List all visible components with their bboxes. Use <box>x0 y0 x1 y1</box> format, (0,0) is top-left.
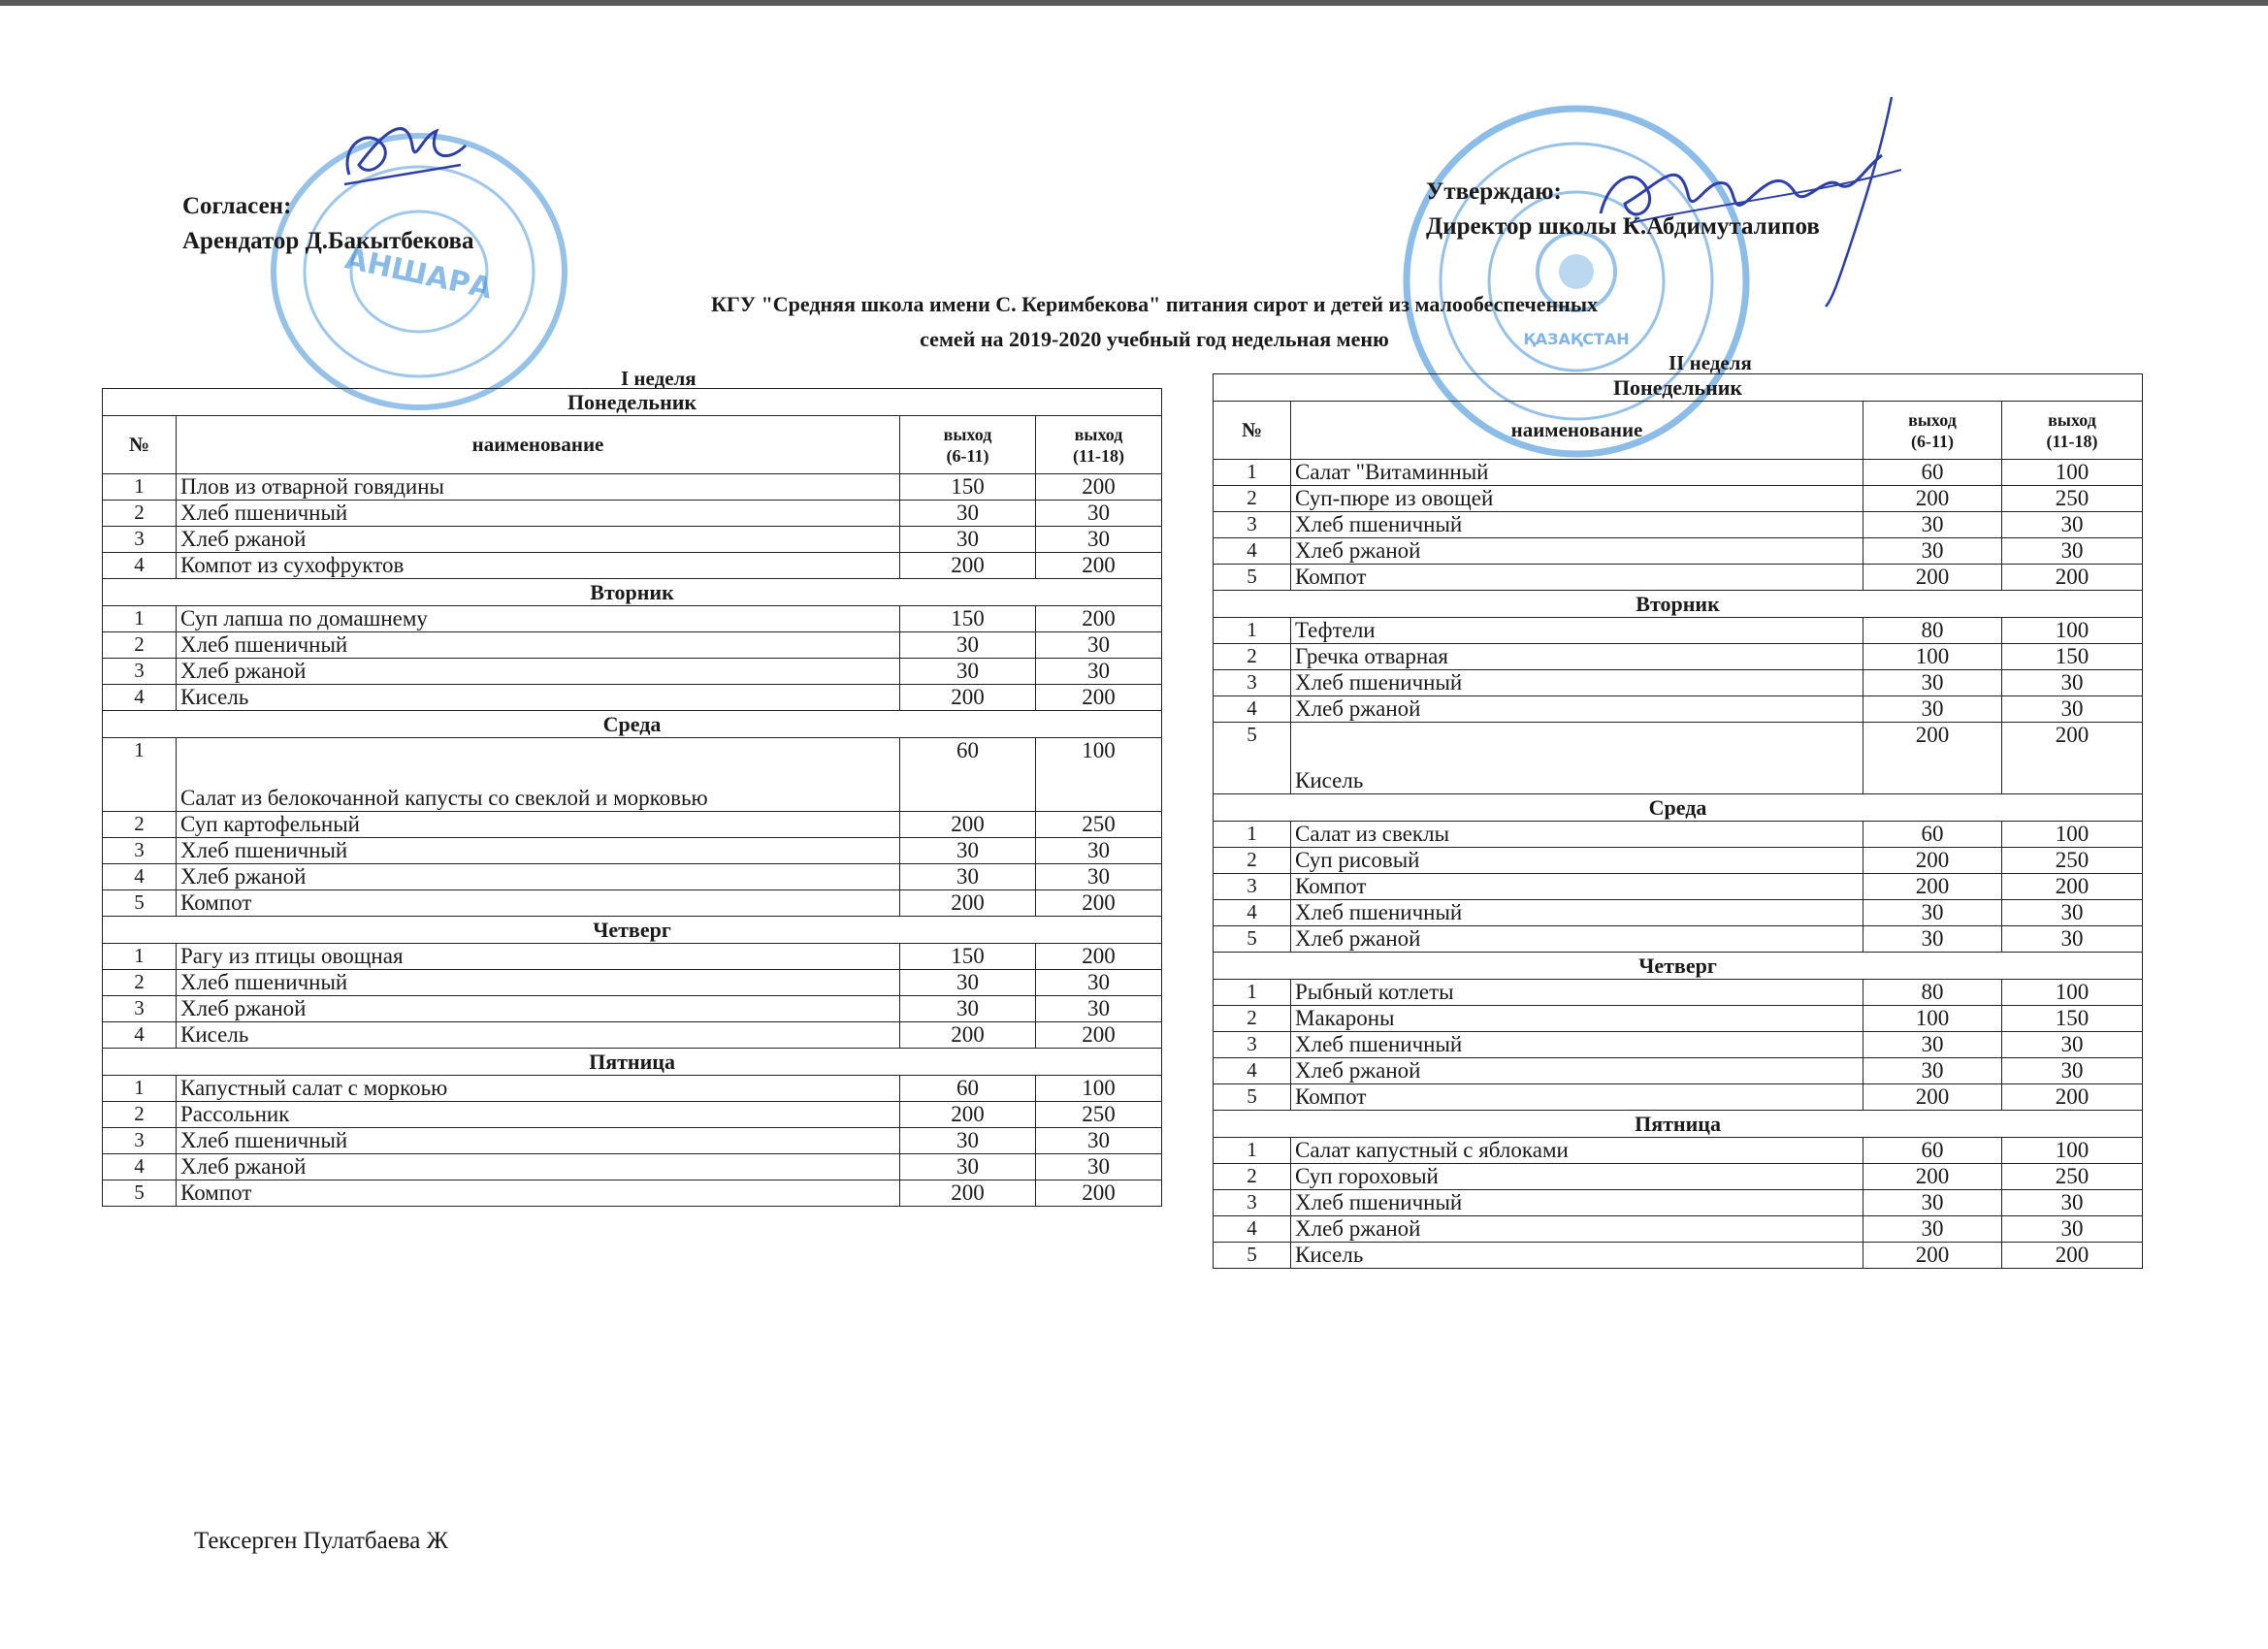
portion-6-11: 100 <box>1863 644 2002 670</box>
portion-6-11: 30 <box>1863 1190 2002 1216</box>
portion-11-18: 200 <box>1036 1180 1162 1207</box>
day-name: Понедельник <box>1214 374 2143 402</box>
item-number: 4 <box>103 553 177 579</box>
dish-name: Тефтели <box>1291 618 1863 644</box>
day-name: Четверг <box>103 917 1162 944</box>
portion-6-11: 200 <box>1863 723 2002 794</box>
portion-6-11: 30 <box>900 864 1036 890</box>
dish-name: Салат капустный с яблоками <box>1291 1138 1863 1164</box>
item-number: 1 <box>103 606 177 632</box>
column-header-output-11-18 <box>2002 402 2143 460</box>
portion-6-11: 30 <box>1863 512 2002 538</box>
checked-by: Тексерген Пулатбаева Ж <box>194 1528 449 1554</box>
day-row <box>1214 953 2143 980</box>
portion-6-11: 30 <box>1863 926 2002 953</box>
item-number: 5 <box>1214 565 1291 591</box>
portion-11-18: 200 <box>1036 474 1162 501</box>
portion-6-11: 200 <box>1863 848 2002 874</box>
portion-11-18: 30 <box>2002 696 2143 723</box>
dish-name: Суп гороховый <box>1291 1164 1863 1190</box>
portion-6-11: 200 <box>900 890 1036 917</box>
column-header-row <box>1214 402 2143 460</box>
item-number: 2 <box>103 501 177 527</box>
item-number: 2 <box>1214 848 1291 874</box>
output-age-range: (11-18) <box>1073 445 1125 466</box>
dish-name: Хлеб ржаной <box>1291 538 1863 565</box>
menu-item-row <box>1214 512 2143 538</box>
portion-11-18: 30 <box>1036 864 1162 890</box>
portion-6-11: 80 <box>1863 980 2002 1006</box>
menu-item-row <box>1214 1243 2143 1269</box>
item-number: 3 <box>1214 874 1291 900</box>
item-number: 5 <box>1214 1243 1291 1269</box>
dish-name: Рассольник <box>177 1102 900 1128</box>
day-name: Среда <box>103 711 1162 738</box>
dish-name: Суп рисовый <box>1291 848 1863 874</box>
dish-name: Хлеб пшеничный <box>177 970 900 996</box>
dish-name: Салат из белокочанной капусты со свеклой и морковью <box>177 738 900 812</box>
dish-name: Рыбный котлеты <box>1291 980 1863 1006</box>
column-header-name: наименование <box>177 416 900 474</box>
right-seal-text: ҚАЗАҚСТАН <box>1523 330 1630 348</box>
item-number: 4 <box>103 685 177 711</box>
output-age-range: (6-11) <box>1911 431 1954 451</box>
week-1-label: I неделя <box>621 367 697 390</box>
portion-11-18: 30 <box>2002 512 2143 538</box>
week-1-menu-table <box>102 388 1162 1207</box>
portion-11-18: 30 <box>1036 659 1162 685</box>
menu-item-row <box>1214 980 2143 1006</box>
day-row <box>1214 794 2143 822</box>
day-row <box>103 711 1162 738</box>
menu-item-row <box>103 1076 1162 1102</box>
dish-name: Кисель <box>177 1022 900 1049</box>
menu-item-row <box>1214 618 2143 644</box>
column-header-name: наименование <box>1291 402 1863 460</box>
dish-name: Суп-пюре из овощей <box>1291 486 1863 512</box>
menu-item-row <box>103 474 1162 501</box>
dish-name: Хлеб ржаной <box>177 527 900 553</box>
dish-name: Плов из отварной говядины <box>177 474 900 501</box>
director-name: Директор школы К.Абдимуталипов <box>1426 213 1820 240</box>
item-number: 5 <box>1214 926 1291 953</box>
dish-name: Капустный салат с моркоью <box>177 1076 900 1102</box>
day-row <box>1214 1111 2143 1138</box>
portion-6-11: 200 <box>1863 565 2002 591</box>
portion-11-18: 200 <box>1036 944 1162 970</box>
portion-6-11: 30 <box>900 1154 1036 1180</box>
output-age-range: (6-11) <box>946 445 989 466</box>
portion-11-18: 30 <box>1036 527 1162 553</box>
item-number: 3 <box>103 996 177 1022</box>
portion-11-18: 150 <box>2002 644 2143 670</box>
portion-11-18: 30 <box>2002 538 2143 565</box>
portion-11-18: 200 <box>1036 606 1162 632</box>
tenant-name: Арендатор Д.Бакытбекова <box>182 228 474 254</box>
item-number: 3 <box>1214 1190 1291 1216</box>
left-seal-text: АНШАРА <box>341 242 496 307</box>
menu-item-row <box>103 890 1162 917</box>
dish-name: Кисель <box>177 685 900 711</box>
menu-item-row <box>103 812 1162 838</box>
dish-name: Хлеб ржаной <box>177 659 900 685</box>
dish-name: Компот <box>1291 1084 1863 1111</box>
dish-name: Хлеб пшеничный <box>177 838 900 864</box>
dish-name: Хлеб ржаной <box>177 1154 900 1180</box>
dish-name: Хлеб ржаной <box>177 864 900 890</box>
item-number: 4 <box>1214 1058 1291 1084</box>
portion-6-11: 200 <box>1863 1164 2002 1190</box>
dish-name: Рагу из птицы овощная <box>177 944 900 970</box>
item-number: 3 <box>103 838 177 864</box>
item-number: 3 <box>1214 1032 1291 1058</box>
menu-item-row <box>1214 900 2143 926</box>
dish-name: Компот <box>177 1180 900 1207</box>
portion-11-18: 200 <box>1036 1022 1162 1049</box>
menu-item-row <box>103 970 1162 996</box>
menu-item-row <box>103 659 1162 685</box>
menu-item-row <box>103 1022 1162 1049</box>
dish-name: Кисель <box>1291 723 1863 794</box>
item-number: 3 <box>103 527 177 553</box>
portion-11-18: 30 <box>2002 670 2143 696</box>
portion-6-11: 30 <box>900 838 1036 864</box>
menu-item-row <box>103 1128 1162 1154</box>
day-row <box>103 579 1162 606</box>
portion-6-11: 30 <box>900 527 1036 553</box>
dish-name: Хлеб ржаной <box>177 996 900 1022</box>
menu-item-row <box>1214 723 2143 794</box>
day-name: Четверг <box>1214 953 2143 980</box>
menu-item-row <box>1214 1138 2143 1164</box>
item-number: 5 <box>1214 1084 1291 1111</box>
portion-6-11: 100 <box>1863 1006 2002 1032</box>
portion-6-11: 30 <box>900 501 1036 527</box>
portion-11-18: 100 <box>2002 460 2143 486</box>
menu-item-row <box>1214 1006 2143 1032</box>
item-number: 4 <box>1214 538 1291 565</box>
portion-6-11: 200 <box>1863 1243 2002 1269</box>
item-number: 1 <box>103 474 177 501</box>
column-header-number: № <box>103 416 177 474</box>
portion-11-18: 30 <box>2002 926 2143 953</box>
portion-11-18: 30 <box>1036 1128 1162 1154</box>
menu-item-row <box>103 553 1162 579</box>
menu-item-row <box>103 838 1162 864</box>
output-label: выход <box>1074 424 1123 444</box>
dish-name: Хлеб пшеничный <box>1291 670 1863 696</box>
menu-item-row <box>103 738 1162 812</box>
portion-6-11: 60 <box>1863 460 2002 486</box>
item-number: 3 <box>1214 670 1291 696</box>
portion-11-18: 100 <box>1036 1076 1162 1102</box>
item-number: 1 <box>103 738 177 812</box>
dish-name: Хлеб ржаной <box>1291 696 1863 723</box>
column-header-number: № <box>1214 402 1291 460</box>
portion-11-18: 30 <box>2002 900 2143 926</box>
day-row <box>1214 591 2143 618</box>
menu-item-row <box>1214 1164 2143 1190</box>
dish-name: Суп лапша по домашнему <box>177 606 900 632</box>
portion-6-11: 30 <box>900 970 1036 996</box>
portion-11-18: 30 <box>1036 501 1162 527</box>
portion-11-18: 200 <box>2002 723 2143 794</box>
item-number: 3 <box>103 659 177 685</box>
day-name: Среда <box>1214 794 2143 822</box>
day-name: Пятница <box>103 1049 1162 1076</box>
item-number: 1 <box>1214 618 1291 644</box>
portion-6-11: 30 <box>900 632 1036 659</box>
item-number: 1 <box>1214 980 1291 1006</box>
item-number: 4 <box>103 864 177 890</box>
dish-name: Хлеб пшеничный <box>1291 1032 1863 1058</box>
portion-11-18: 150 <box>2002 1006 2143 1032</box>
menu-item-row <box>1214 1058 2143 1084</box>
portion-11-18: 100 <box>2002 822 2143 848</box>
item-number: 2 <box>103 632 177 659</box>
item-number: 4 <box>103 1154 177 1180</box>
title-line-1: КГУ "Средняя школа имени С. Керимбекова" питания сирот и детей из малообеспеченных <box>710 292 1599 316</box>
dish-name: Кисель <box>1291 1243 1863 1269</box>
week-2-label: II неделя <box>1669 351 1752 374</box>
menu-item-row <box>103 1180 1162 1207</box>
day-row <box>103 389 1162 416</box>
portion-11-18: 30 <box>1036 996 1162 1022</box>
portion-11-18: 250 <box>2002 848 2143 874</box>
menu-item-row <box>1214 848 2143 874</box>
portion-11-18: 100 <box>2002 618 2143 644</box>
item-number: 1 <box>1214 1138 1291 1164</box>
item-number: 2 <box>103 970 177 996</box>
dish-name: Макароны <box>1291 1006 1863 1032</box>
portion-6-11: 30 <box>1863 1058 2002 1084</box>
portion-11-18: 200 <box>1036 685 1162 711</box>
portion-6-11: 80 <box>1863 618 2002 644</box>
portion-6-11: 60 <box>900 1076 1036 1102</box>
scan-edge-line <box>0 0 2268 6</box>
output-age-range: (11-18) <box>2046 431 2098 451</box>
menu-item-row <box>1214 822 2143 848</box>
portion-11-18: 30 <box>2002 1216 2143 1243</box>
portion-6-11: 200 <box>900 685 1036 711</box>
item-number: 4 <box>1214 696 1291 723</box>
output-label: выход <box>2048 409 2096 430</box>
item-number: 4 <box>1214 1216 1291 1243</box>
portion-6-11: 60 <box>900 738 1036 812</box>
menu-item-row <box>1214 565 2143 591</box>
portion-6-11: 200 <box>900 1022 1036 1049</box>
column-header-output-11-18 <box>1036 416 1162 474</box>
approved-label: Утверждаю: <box>1426 178 1562 205</box>
item-number: 3 <box>103 1128 177 1154</box>
portion-6-11: 30 <box>1863 900 2002 926</box>
portion-6-11: 30 <box>1863 696 2002 723</box>
column-header-output-6-11 <box>1863 402 2002 460</box>
item-number: 2 <box>103 812 177 838</box>
menu-item-row <box>1214 1032 2143 1058</box>
dish-name: Салат из свеклы <box>1291 822 1863 848</box>
dish-name: Хлеб пшеничный <box>177 632 900 659</box>
dish-name: Салат "Витаминный <box>1291 460 1863 486</box>
portion-11-18: 30 <box>1036 1154 1162 1180</box>
day-row <box>103 917 1162 944</box>
portion-11-18: 30 <box>1036 838 1162 864</box>
item-number: 3 <box>1214 512 1291 538</box>
dish-name: Хлеб ржаной <box>1291 1216 1863 1243</box>
title-line-2: семей на 2019-2020 учебный год недельная меню <box>920 327 1389 351</box>
portion-6-11: 60 <box>1863 822 2002 848</box>
day-name: Понедельник <box>103 389 1162 416</box>
approval-block <box>1426 175 1820 244</box>
column-header-row <box>103 416 1162 474</box>
menu-item-row <box>1214 926 2143 953</box>
portion-11-18: 30 <box>2002 1058 2143 1084</box>
day-row <box>103 1049 1162 1076</box>
menu-item-row <box>103 685 1162 711</box>
item-number: 2 <box>1214 1006 1291 1032</box>
item-number: 1 <box>103 1076 177 1102</box>
portion-11-18: 30 <box>1036 970 1162 996</box>
item-number: 4 <box>1214 900 1291 926</box>
dish-name: Компот <box>1291 874 1863 900</box>
output-label: выход <box>1908 409 1957 430</box>
dish-name: Суп картофельный <box>177 812 900 838</box>
portion-6-11: 150 <box>900 474 1036 501</box>
day-name: Вторник <box>1214 591 2143 618</box>
item-number: 2 <box>1214 486 1291 512</box>
item-number: 1 <box>1214 822 1291 848</box>
menu-item-row <box>103 1154 1162 1180</box>
day-name: Пятница <box>1214 1111 2143 1138</box>
menu-item-row <box>1214 670 2143 696</box>
portion-6-11: 150 <box>900 606 1036 632</box>
menu-item-row <box>103 527 1162 553</box>
output-label: выход <box>943 424 992 444</box>
dish-name: Хлеб пшеничный <box>1291 900 1863 926</box>
portion-11-18: 30 <box>2002 1190 2143 1216</box>
portion-6-11: 200 <box>1863 1084 2002 1111</box>
portion-11-18: 250 <box>1036 812 1162 838</box>
portion-6-11: 30 <box>900 1128 1036 1154</box>
item-number: 5 <box>103 890 177 917</box>
portion-11-18: 200 <box>1036 553 1162 579</box>
portion-11-18: 30 <box>2002 1032 2143 1058</box>
menu-item-row <box>103 632 1162 659</box>
menu-item-row <box>1214 486 2143 512</box>
dish-name: Гречка отварная <box>1291 644 1863 670</box>
menu-item-row <box>103 1102 1162 1128</box>
portion-6-11: 200 <box>1863 486 2002 512</box>
portion-6-11: 30 <box>900 659 1036 685</box>
menu-item-row <box>103 864 1162 890</box>
week-2-menu-table <box>1213 373 2143 1269</box>
menu-item-row <box>103 501 1162 527</box>
portion-6-11: 200 <box>900 812 1036 838</box>
day-name: Вторник <box>103 579 1162 606</box>
portion-11-18: 100 <box>2002 1138 2143 1164</box>
portion-6-11: 150 <box>900 944 1036 970</box>
dish-name: Хлеб пшеничный <box>177 1128 900 1154</box>
item-number: 1 <box>1214 460 1291 486</box>
dish-name: Компот <box>1291 565 1863 591</box>
portion-6-11: 30 <box>1863 1216 2002 1243</box>
portion-11-18: 30 <box>1036 632 1162 659</box>
item-number: 2 <box>1214 644 1291 670</box>
dish-name: Хлеб ржаной <box>1291 1058 1863 1084</box>
portion-11-18: 250 <box>1036 1102 1162 1128</box>
menu-item-row <box>1214 644 2143 670</box>
item-number: 2 <box>1214 1164 1291 1190</box>
menu-item-row <box>1214 460 2143 486</box>
portion-11-18: 200 <box>2002 874 2143 900</box>
item-number: 4 <box>103 1022 177 1049</box>
menu-item-row <box>1214 1216 2143 1243</box>
portion-6-11: 60 <box>1863 1138 2002 1164</box>
column-header-output-6-11 <box>900 416 1036 474</box>
dish-name: Хлеб пшеничный <box>177 501 900 527</box>
document-title <box>485 287 1824 357</box>
portion-11-18: 200 <box>2002 565 2143 591</box>
portion-6-11: 200 <box>1863 874 2002 900</box>
portion-6-11: 30 <box>1863 670 2002 696</box>
menu-item-row <box>1214 1190 2143 1216</box>
portion-6-11: 200 <box>900 1102 1036 1128</box>
item-number: 5 <box>103 1180 177 1207</box>
item-number: 5 <box>1214 723 1291 794</box>
portion-11-18: 200 <box>2002 1084 2143 1111</box>
day-row <box>1214 374 2143 402</box>
menu-item-row <box>1214 874 2143 900</box>
portion-6-11: 30 <box>1863 1032 2002 1058</box>
portion-11-18: 100 <box>2002 980 2143 1006</box>
portion-11-18: 100 <box>1036 738 1162 812</box>
portion-11-18: 200 <box>2002 1243 2143 1269</box>
portion-6-11: 30 <box>900 996 1036 1022</box>
menu-item-row <box>103 996 1162 1022</box>
portion-11-18: 200 <box>1036 890 1162 917</box>
item-number: 2 <box>103 1102 177 1128</box>
portion-6-11: 30 <box>1863 538 2002 565</box>
dish-name: Компот <box>177 890 900 917</box>
item-number: 1 <box>103 944 177 970</box>
menu-item-row <box>103 606 1162 632</box>
agreed-label: Согласен: <box>182 193 292 219</box>
dish-name: Хлеб пшеничный <box>1291 1190 1863 1216</box>
menu-item-row <box>1214 1084 2143 1111</box>
portion-11-18: 250 <box>2002 1164 2143 1190</box>
agreement-block <box>182 189 473 259</box>
portion-6-11: 200 <box>900 1180 1036 1207</box>
dish-name: Компот из сухофруктов <box>177 553 900 579</box>
portion-11-18: 250 <box>2002 486 2143 512</box>
menu-item-row <box>1214 696 2143 723</box>
menu-item-row <box>103 944 1162 970</box>
dish-name: Хлеб пшеничный <box>1291 512 1863 538</box>
dish-name: Хлеб ржаной <box>1291 926 1863 953</box>
portion-6-11: 200 <box>900 553 1036 579</box>
menu-item-row <box>1214 538 2143 565</box>
